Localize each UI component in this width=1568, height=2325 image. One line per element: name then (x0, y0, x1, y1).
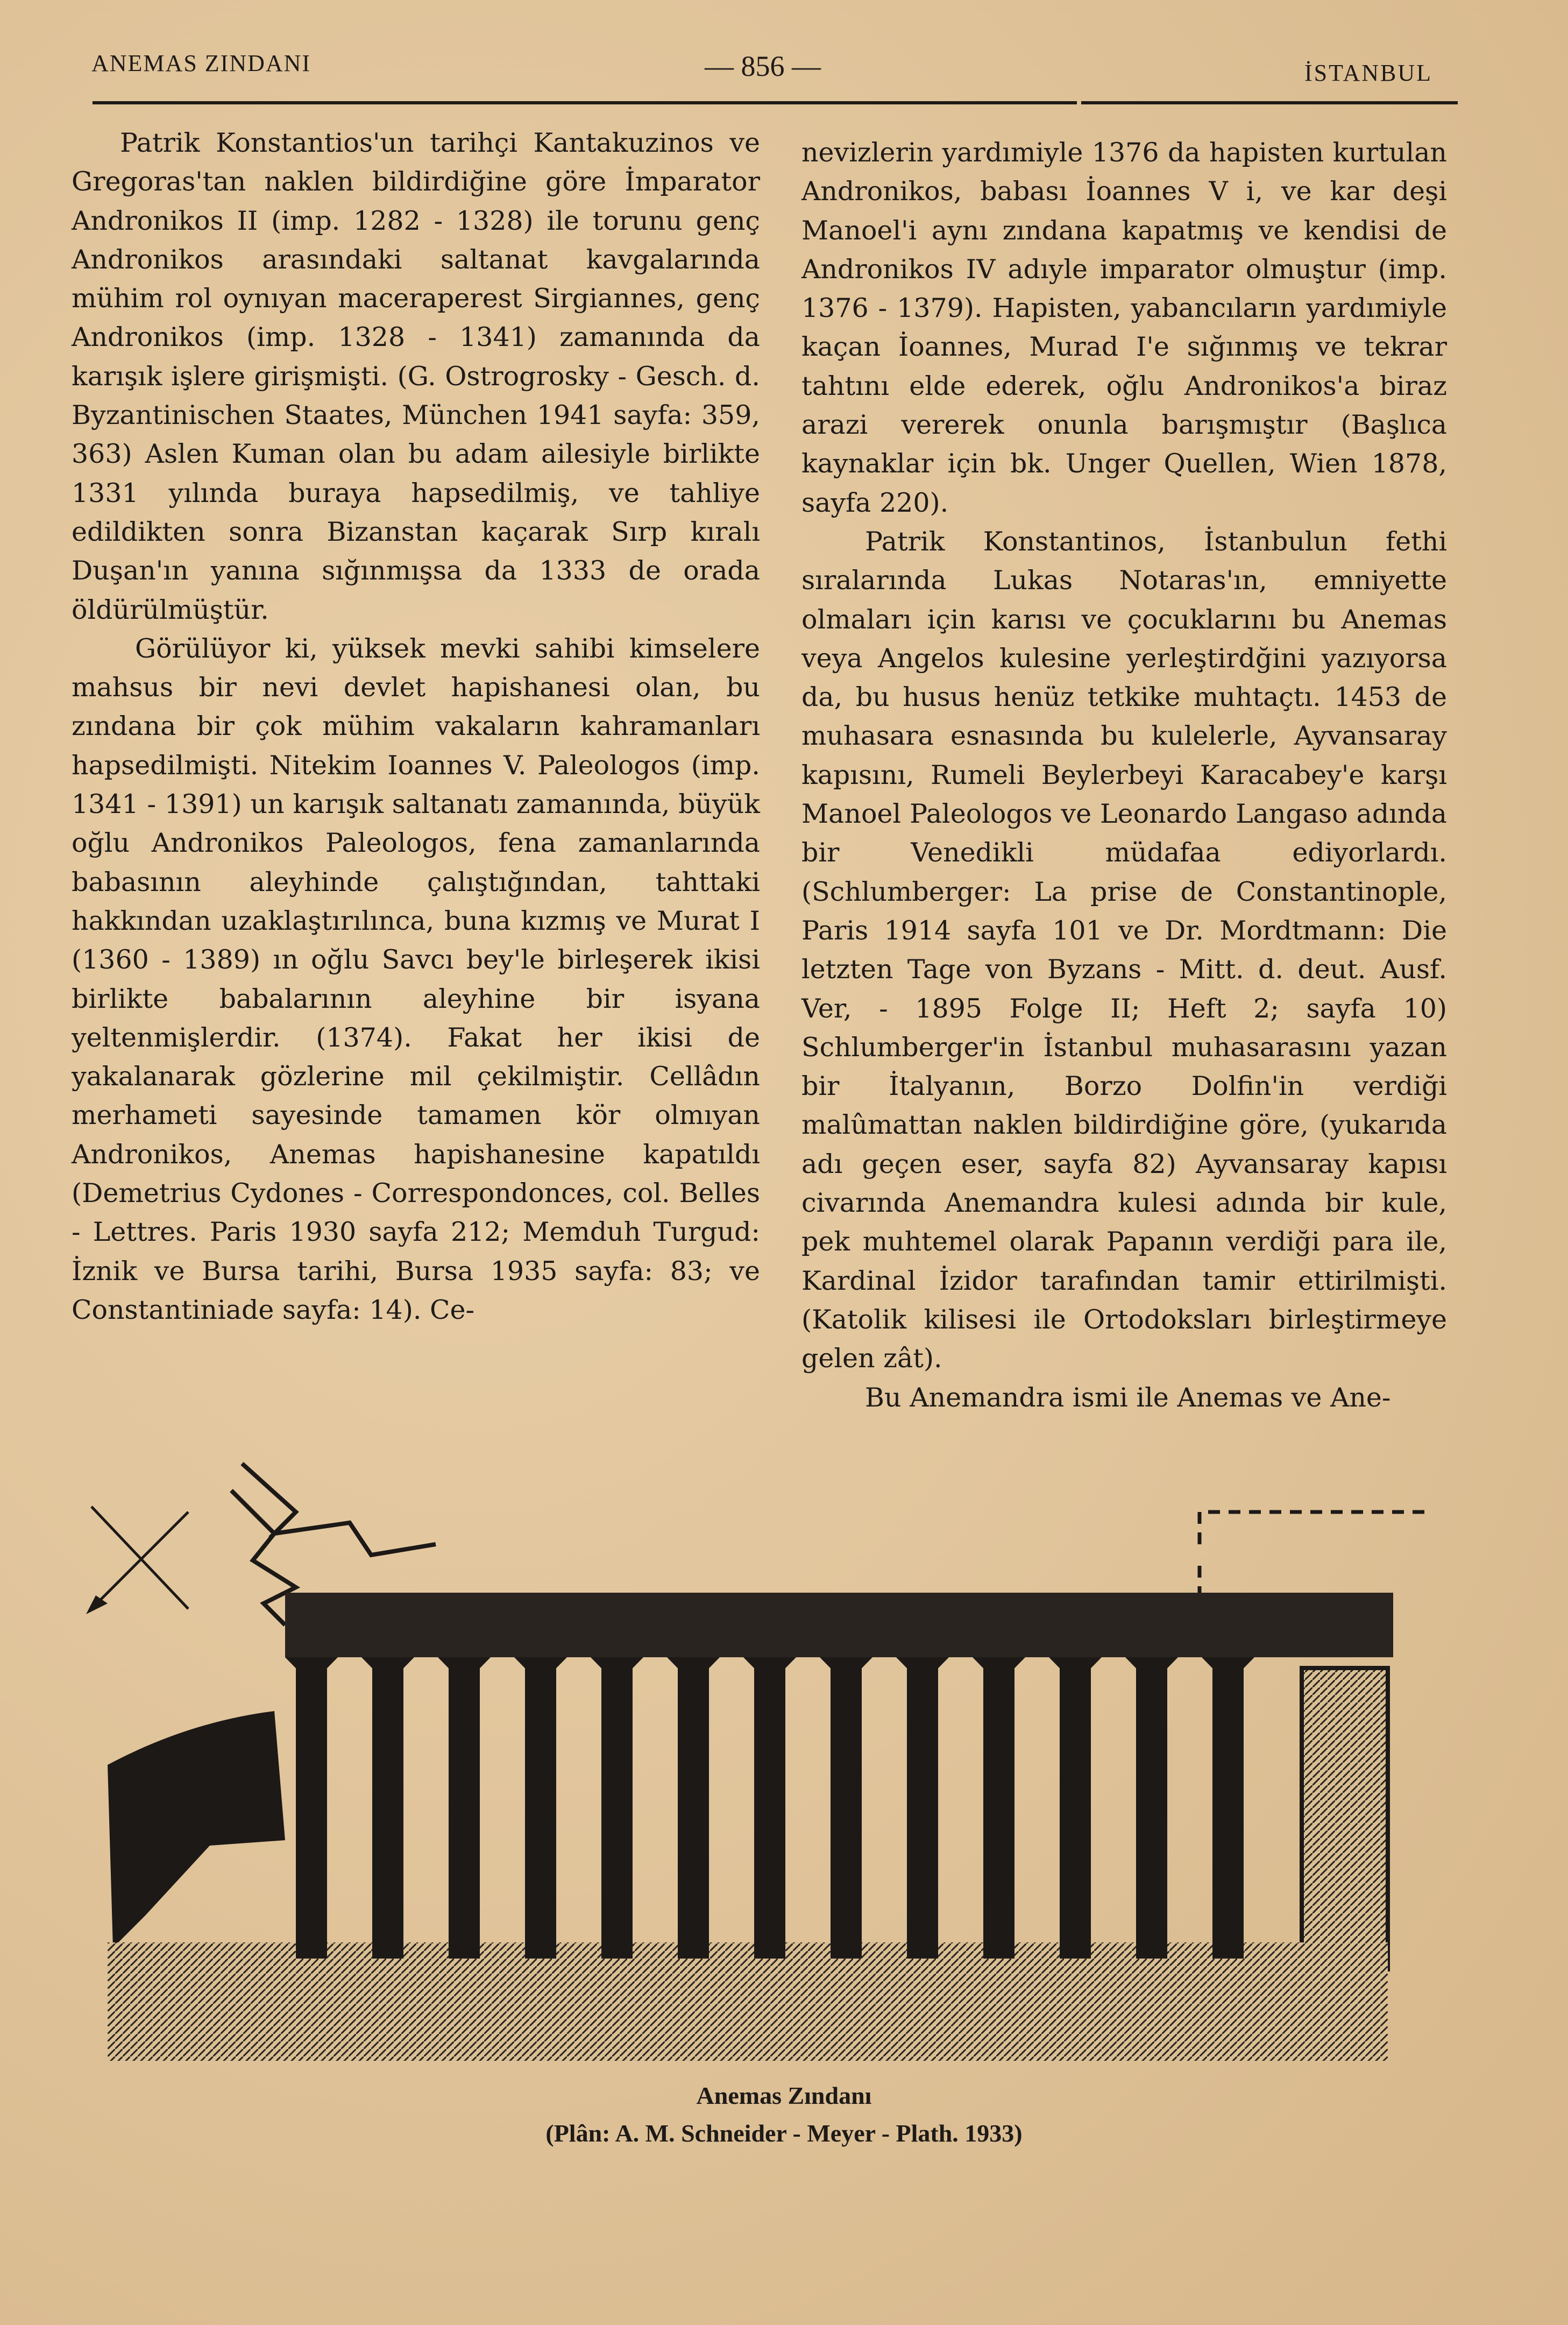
pillar (907, 1657, 938, 1959)
floor-plan-figure (70, 1431, 1490, 2061)
dashed-annex-outline (1200, 1512, 1431, 1593)
pillar-capital (973, 1657, 1025, 1684)
pillar-capital (361, 1657, 414, 1684)
pillar (983, 1657, 1014, 1959)
pillar (754, 1657, 785, 1959)
pillar-capital (820, 1657, 872, 1684)
pillar-capital (285, 1657, 338, 1684)
caption-credit: (Plân: A. M. Schneider - Meyer - Plath. 1933) (545, 2119, 1023, 2147)
pillar (449, 1657, 480, 1959)
vault-pillars (285, 1657, 1254, 1959)
pillar (1212, 1657, 1244, 1959)
pillar (601, 1657, 633, 1959)
paragraph: Patrik Konstantinos, İstanbulun fethi sıralarında Lukas Notaras'ın, emniyette olmaları için karısı ve çocuklarını bu Anemas veya Angelos kulesine yerleştirdğini yazıyorsa da, bu husus henüz tetkike muhtaçtı. 1453 de muhasara esnasında bu kulelerle, Ayvansaray kapısını, Rumeli Beylerbeyi Karacabey'e karşı Manoel Paleologos ve Leonardo Langaso adında bir Venedikli müdafaa ediyorlardı. (Schlumberger: La prise de Constantinople, Paris 1914 sayfa 101 ve Dr. Mordtmann: Die letzten Tage von Byzans - Mitt. d. deut. Ausf. Ver, - 1895 Folge II; Heft 2; sayfa 10) Schlumberger'in İstanbul muhasarasını yazan bir İtalyanın, Borzo Dolfin'in verdiği malûmattan naklen bildirdiğine göre, (yukarıda adı geçen eser, sayfa 82) Ayvansaray kapısı civarında Anemandra kulesi adında bir kule, pek muhtemel olarak Papanın verdiği para ile, Kardinal İzidor tarafından tamir ettirilmişti. (Katolik kilisesi ile Ortodoksları birleştirmeye gelen zât). (801, 526, 1447, 1374)
running-title-left: ANEMAS ZINDANI (91, 50, 311, 76)
page-number: — 856 — (705, 50, 821, 82)
pillar-capital (591, 1657, 643, 1684)
pillar (1136, 1657, 1167, 1959)
figure-caption (0, 2077, 1568, 2152)
paragraph: Bu Anemandra ismi ile Anemas ve Ane- (865, 1382, 1391, 1413)
paragraph: nevizlerin yardımiyle 1376 da hapisten kurtulan Andronikos, babası İoannes V i, ve kar deşi Manoel'i aynı zındana kapatmış ve kendisi de Andronikos IV adıyle imparator olmuştur (imp. 1376 - 1379). Hapisten, yabancıların yardımiyle kaçan İoannes, Murad I'e sığınmış ve tekrar tahtını elde ederek, oğlu Andronikos'a biraz arazi vererek onunla barışmıştır (Başlıca kaynaklar için bk. Unger Quellen, Wien 1878, sayfa 220). (801, 137, 1447, 518)
text-column-left (72, 124, 760, 1330)
caption-title: Anemas Zındanı (696, 2082, 872, 2109)
pillar-capital (514, 1657, 567, 1684)
pillar (1060, 1657, 1091, 1959)
text-column-right (801, 133, 1447, 1417)
header-rule-left (93, 101, 1077, 104)
pillar (525, 1657, 556, 1959)
pillar (296, 1657, 327, 1959)
north-arrow-icon (86, 1507, 188, 1614)
pillar-capital (1049, 1657, 1102, 1684)
pillar (372, 1657, 403, 1959)
pillar-capital (1125, 1657, 1178, 1684)
pillar (831, 1657, 862, 1959)
page-header (0, 0, 1568, 118)
pillar-capital (438, 1657, 491, 1684)
running-title-right: İSTANBUL (1304, 60, 1433, 86)
paragraph: Görülüyor ki, yüksek mevki sahibi kimselere mahsus bir nevi devlet hapishanesi olan, bu zındana bir çok mühim vakaların kahramanları hapsedilmişti. Nitekim Ioannes V. Paleologos (imp. 1341 - 1391) un karışık saltanatı zamanında, büyük oğlu Andronikos Paleologos, fena zamanlarında babasının aleyhinde çalıştığından, tahttaki hakkından uzaklaştırılınca, buna kızmış ve Murat I (1360 - 1389) ın oğlu Savcı bey'le birleşerek ikisi birlikte babalarının aleyhine bir isyana yeltenmişlerdir. (1374). Fakat her ikisi de yakalanarak gözlerine mil çekilmiştir. Cellâdın merhameti sayesinde tamamen kör olmıyan Andronikos, Anemas hapishanesine kapatıldı (Demetrius Cydones - Correspondonces, col. Belles - Lettres. Paris 1930 sayfa 212; Memduh Turgud: İznik ve Bursa tarihi, Bursa 1935 sayfa: 83; ve Constantiniade sayfa: 14). Ce- (72, 633, 760, 1325)
pillar-capital (896, 1657, 949, 1684)
pillar-capital (1202, 1657, 1254, 1684)
pillar (678, 1657, 709, 1959)
pillar-capital (667, 1657, 720, 1684)
pillar-capital (743, 1657, 796, 1684)
paragraph: Patrik Konstantios'un tarihçi Kantakuzinos ve Gregoras'tan naklen bildirdiğine göre İmparator Andronikos II (imp. 1282 - 1328) ile torunu genç Andronikos arasındaki saltanat kavgalarında mühim rol oynıyan maceraperest Sirgiannes, genç Andronikos (imp. 1328 - 1341) zamanında da karışık işlere girişmişti. (G. Ostrogrosky - Gesch. d. Byzantinischen Staates, München 1941 sayfa: 359, 363) Aslen Kuman olan bu adam ailesiyle birlikte 1331 yılında buraya hapsedilmiş, ve tahliye edildikten sonra Bizanstan kaçarak Sırp kıralı Duşan'ın yanına sığınmışsa da 1333 de orada öldürülmüştür. (72, 128, 760, 625)
header-rule-right (1081, 101, 1458, 104)
